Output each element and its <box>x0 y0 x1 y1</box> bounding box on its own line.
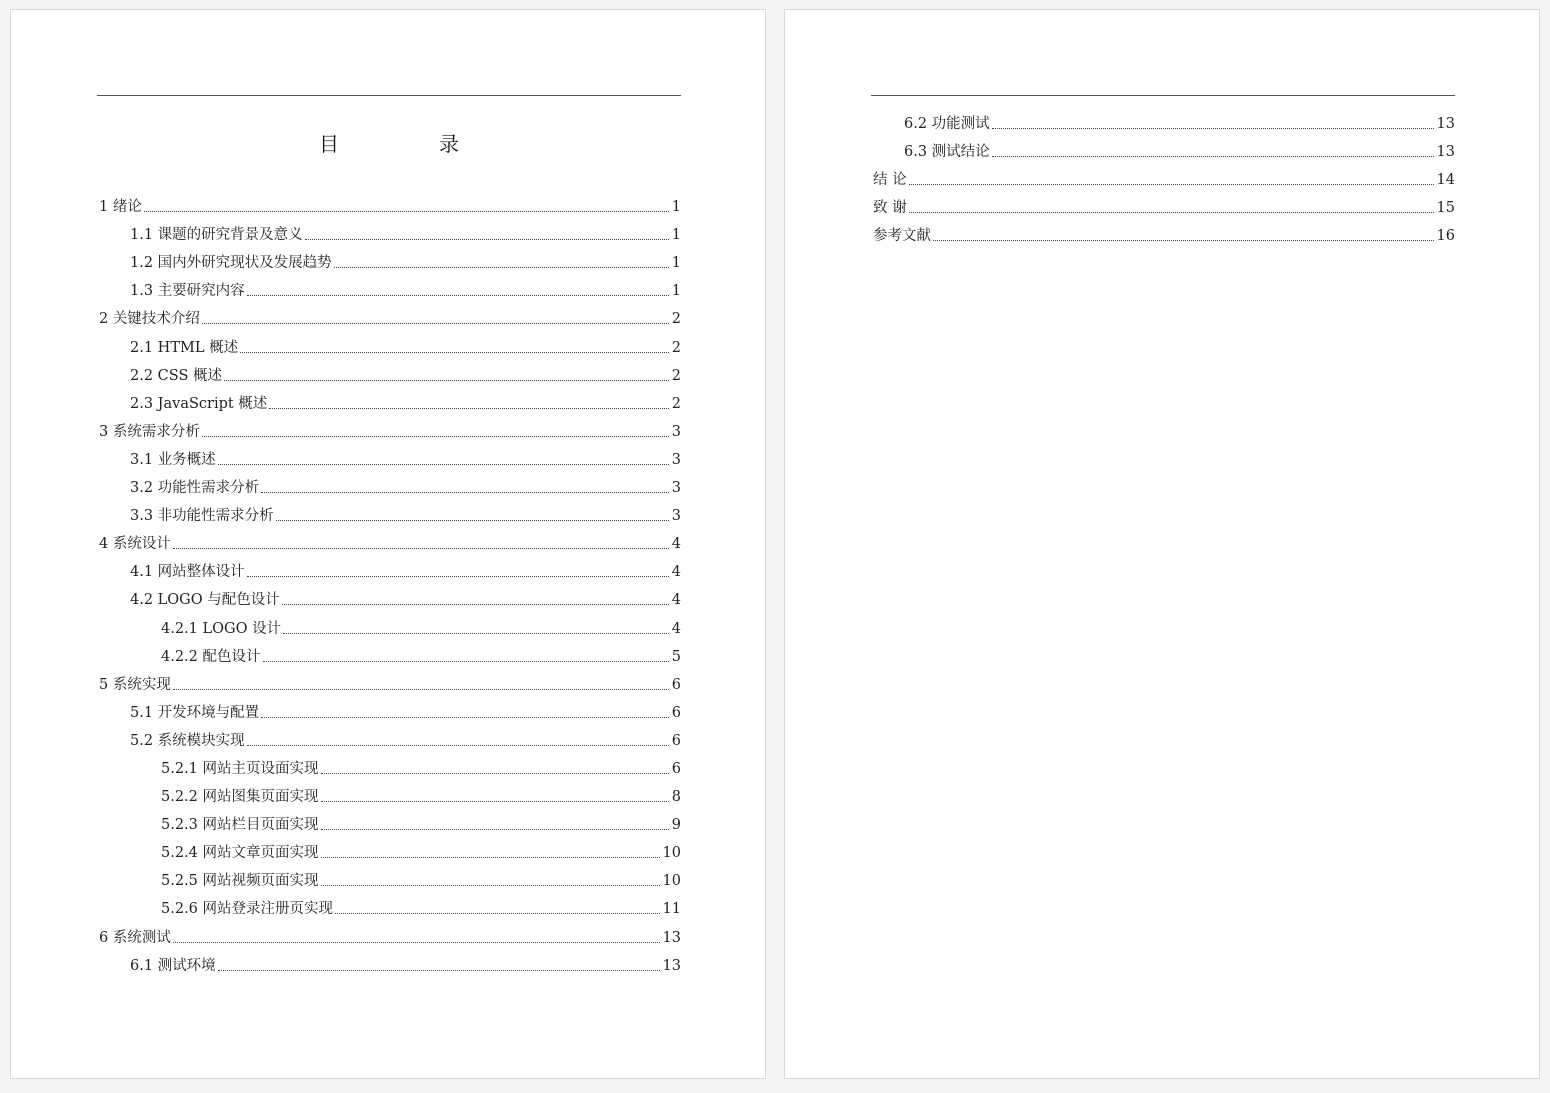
toc-dot-leader <box>933 239 1434 241</box>
toc-dot-leader <box>909 211 1434 213</box>
toc-entry-label: 4.2.2 配色设计 <box>161 648 261 665</box>
toc-dot-leader <box>144 210 669 212</box>
toc-title: 目 录 <box>319 132 499 156</box>
toc-entry-label: 1.2 国内外研究现状及发展趋势 <box>130 255 332 272</box>
toc-entry[interactable] <box>97 385 681 413</box>
toc-entry[interactable] <box>97 750 681 778</box>
toc-entry[interactable] <box>97 300 681 328</box>
toc-entry-label: 6.3 测试结论 <box>904 144 990 161</box>
toc-dot-leader <box>247 575 669 577</box>
toc-dot-leader <box>909 183 1434 185</box>
toc-entry[interactable] <box>97 722 681 750</box>
toc-entry-page-number: 2 <box>671 311 681 328</box>
toc-dot-leader <box>283 632 669 634</box>
toc-entry[interactable] <box>97 469 681 497</box>
toc-dot-leader <box>269 407 668 409</box>
toc-entry-page-number: 6 <box>671 732 681 749</box>
toc-entry[interactable] <box>97 497 681 525</box>
toc-entry-label: 2 关键技术介绍 <box>99 311 200 328</box>
toc-entry-page-number: 15 <box>1436 200 1455 217</box>
toc-entry[interactable] <box>97 918 681 946</box>
toc-entry[interactable] <box>97 216 681 244</box>
toc-entry-label: 4.2 LOGO 与配色设计 <box>130 592 280 609</box>
document-page-2 <box>784 9 1540 1079</box>
toc-entry-label: 4.2.1 LOGO 设计 <box>161 620 282 637</box>
toc-entry-page-number: 3 <box>671 480 681 497</box>
toc-dot-leader <box>321 800 669 802</box>
toc-entry-page-number: 13 <box>662 957 681 974</box>
toc-entry[interactable] <box>97 188 681 216</box>
toc-entry-label: 3.2 功能性需求分析 <box>130 480 260 497</box>
toc-dot-leader <box>282 603 669 605</box>
toc-dot-leader <box>261 716 669 718</box>
toc-entry-label: 5.2.3 网站栏目页面实现 <box>161 817 319 834</box>
toc-entry-page-number: 3 <box>671 508 681 525</box>
toc-entry-page-number: 6 <box>671 676 681 693</box>
toc-entry-page-number: 3 <box>671 451 681 468</box>
toc-entry[interactable] <box>97 694 681 722</box>
toc-entry[interactable] <box>97 947 681 975</box>
toc-dot-leader <box>335 912 660 914</box>
toc-entry-page-number: 11 <box>662 901 681 918</box>
toc-entry-page-number: 1 <box>671 199 681 216</box>
toc-dot-leader <box>321 772 669 774</box>
toc-entry[interactable] <box>97 357 681 385</box>
toc-entry-page-number: 4 <box>671 620 681 637</box>
toc-dot-leader <box>173 941 660 943</box>
toc-entry[interactable] <box>97 244 681 272</box>
toc-entry-label: 5.2.1 网站主页设面实现 <box>161 760 319 777</box>
toc-entry[interactable] <box>871 105 1455 133</box>
toc-entry[interactable] <box>97 862 681 890</box>
toc-entry-label: 2.1 HTML 概述 <box>130 339 239 356</box>
toc-dot-leader <box>218 463 669 465</box>
toc-dot-leader <box>276 519 669 521</box>
toc-entry[interactable] <box>97 413 681 441</box>
toc-entry-label: 5.2.2 网站图集页面实现 <box>161 789 319 806</box>
toc-entry[interactable] <box>97 441 681 469</box>
toc-entry[interactable] <box>871 217 1455 245</box>
toc-entry-page-number: 10 <box>662 845 681 862</box>
header-rule <box>871 95 1455 96</box>
toc-entry-label: 结 论 <box>873 172 907 189</box>
toc-entry-page-number: 6 <box>671 704 681 721</box>
toc-dot-leader <box>218 969 660 971</box>
toc-entry[interactable] <box>97 806 681 834</box>
table-of-contents <box>97 188 681 975</box>
table-of-contents-continued <box>871 105 1455 245</box>
toc-entry-page-number: 13 <box>1436 144 1455 161</box>
toc-entry[interactable] <box>97 328 681 356</box>
toc-entry-page-number: 2 <box>671 367 681 384</box>
toc-entry[interactable] <box>97 609 681 637</box>
toc-entry-page-number: 1 <box>671 227 681 244</box>
toc-entry[interactable] <box>97 778 681 806</box>
toc-dot-leader <box>202 322 669 324</box>
toc-entry-page-number: 4 <box>671 536 681 553</box>
toc-entry-label: 5.2.6 网站登录注册页实现 <box>161 901 334 918</box>
toc-entry[interactable] <box>97 525 681 553</box>
toc-entry-label: 5.1 开发环境与配置 <box>130 704 260 721</box>
toc-entry-label: 3.1 业务概述 <box>130 451 216 468</box>
toc-entry[interactable] <box>871 133 1455 161</box>
toc-entry-label: 致 谢 <box>873 200 907 217</box>
toc-entry-label: 5.2.5 网站视频页面实现 <box>161 873 319 890</box>
toc-entry-page-number: 13 <box>1436 116 1455 133</box>
toc-entry-page-number: 2 <box>671 395 681 412</box>
toc-entry[interactable] <box>871 161 1455 189</box>
toc-dot-leader <box>247 744 669 746</box>
toc-entry-label: 1 绪论 <box>99 199 142 216</box>
toc-dot-leader <box>321 884 660 886</box>
toc-dot-leader <box>173 688 669 690</box>
toc-dot-leader <box>321 856 660 858</box>
toc-dot-leader <box>240 351 669 353</box>
toc-entry-label: 5.2 系统模块实现 <box>130 732 245 749</box>
toc-entry[interactable] <box>97 890 681 918</box>
toc-entry-page-number: 6 <box>671 760 681 777</box>
toc-dot-leader <box>247 294 669 296</box>
toc-entry-page-number: 4 <box>671 592 681 609</box>
toc-entry-label: 2.2 CSS 概述 <box>130 367 222 384</box>
toc-entry-page-number: 13 <box>662 929 681 946</box>
toc-entry-page-number: 10 <box>662 873 681 890</box>
toc-entry-page-number: 4 <box>671 564 681 581</box>
toc-dot-leader <box>321 828 669 830</box>
toc-dot-leader <box>261 491 669 493</box>
toc-entry-page-number: 1 <box>671 283 681 300</box>
toc-entry-page-number: 8 <box>671 789 681 806</box>
toc-entry-page-number: 16 <box>1436 228 1455 245</box>
toc-dot-leader <box>173 547 669 549</box>
toc-entry[interactable] <box>97 581 681 609</box>
toc-entry-page-number: 5 <box>671 648 681 665</box>
toc-entry-label: 4.1 网站整体设计 <box>130 564 245 581</box>
toc-entry-label: 5.2.4 网站文章页面实现 <box>161 845 319 862</box>
toc-dot-leader <box>202 435 669 437</box>
toc-entry-label: 1.1 课题的研究背景及意义 <box>130 227 303 244</box>
header-rule <box>97 95 681 96</box>
toc-entry[interactable] <box>871 189 1455 217</box>
toc-entry-label: 参考文献 <box>873 228 931 245</box>
toc-dot-leader <box>263 660 669 662</box>
toc-entry-label: 1.3 主要研究内容 <box>130 283 245 300</box>
toc-entry-label: 3.3 非功能性需求分析 <box>130 508 274 525</box>
toc-entry-label: 6.2 功能测试 <box>904 116 990 133</box>
toc-entry-label: 3 系统需求分析 <box>99 423 200 440</box>
toc-entry[interactable] <box>97 553 681 581</box>
toc-dot-leader <box>334 266 669 268</box>
toc-entry[interactable] <box>97 666 681 694</box>
toc-entry[interactable] <box>97 638 681 666</box>
toc-dot-leader <box>224 379 669 381</box>
toc-dot-leader <box>305 238 669 240</box>
toc-entry-page-number: 2 <box>671 339 681 356</box>
toc-entry-page-number: 14 <box>1436 172 1455 189</box>
toc-entry-label: 2.3 JavaScript 概述 <box>130 395 268 412</box>
toc-entry-label: 5 系统实现 <box>99 676 171 693</box>
toc-entry-label: 6.1 测试环境 <box>130 957 216 974</box>
toc-entry-page-number: 9 <box>671 817 681 834</box>
document-page-1 <box>10 9 766 1079</box>
toc-entry[interactable] <box>97 834 681 862</box>
toc-entry[interactable] <box>97 272 681 300</box>
toc-entry-page-number: 1 <box>671 255 681 272</box>
toc-entry-page-number: 3 <box>671 423 681 440</box>
toc-dot-leader <box>992 127 1434 129</box>
toc-entry-label: 6 系统测试 <box>99 929 171 946</box>
toc-entry-label: 4 系统设计 <box>99 536 171 553</box>
toc-dot-leader <box>992 155 1434 157</box>
